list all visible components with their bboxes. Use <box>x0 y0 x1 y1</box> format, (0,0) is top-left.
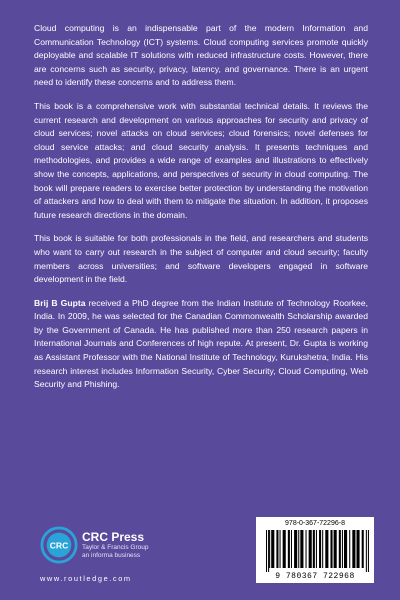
barcode-bar <box>339 530 341 568</box>
barcode-bar <box>325 530 328 568</box>
barcode-bar <box>268 530 269 572</box>
barcode-bar <box>316 530 317 568</box>
barcode-bar <box>291 530 292 568</box>
barcode-digits: 9 780367 722968 <box>275 572 355 581</box>
barcode-bar <box>313 530 315 568</box>
barcode-bars <box>266 530 370 572</box>
barcode-bar <box>283 530 286 568</box>
publisher-business: an informa business <box>82 552 141 559</box>
author-bio <box>34 297 368 392</box>
barcode-bar <box>294 530 297 568</box>
barcode-bar <box>276 530 278 568</box>
paragraph-book-overview: This book is a comprehensive work with substantial technical details. It reviews the current research and development on various approaches for security and privacy of cloud services; novel attacks on cloud services; cloud forensics; novel defenses for cloud service attacks; and cloud security analysis. It presents techniques and methodologies, and provides a wide range of examples and illustrations to effectively show the concepts, applications, and perspectives of security in cloud computing. The book will prepare readers to exercise better protection by understanding the motivation of attackers and how to deal with them to mitigate the situation. In addition, it proposes future research directions in the domain. <box>34 100 368 220</box>
barcode-bar <box>366 530 367 572</box>
publisher-name: CRC Press <box>82 530 145 544</box>
isbn-number: 978-0-367-72296-8 <box>285 520 345 527</box>
barcode-bar <box>271 530 274 568</box>
barcode-bar <box>344 530 347 568</box>
publisher-block <box>40 522 240 592</box>
barcode-bar <box>319 530 321 568</box>
crc-logo-text: CRC <box>49 540 69 551</box>
author-bio-text: received a PhD degree from the Indian Institute of Technology Roorkee, India. In 2009, he was selected for the Canadian Commonwealth Scholarship awarded by the Government of Canada. He has published more than 250 research papers in International Journals and Conferences of high repute. At present, Dr. Gupta is working as Assistant Professor with the National Institute of Technology, Kurukshetra, India. His research interest includes Information Security, Cyber Security, Cloud Computing, Web Security and Phishing. <box>34 297 368 390</box>
barcode-bar <box>368 530 369 572</box>
paragraph-intro: Cloud computing is an indispensable part of the modern Information and Communication Technology (ICT) systems. Cloud computing services promote quickly deployable and scalable IT solutions with reduced infrastructure costs. However, there are concerns such as security, privacy, latency, and governance. There is an urgent need to identify these concerns and to address them. <box>34 23 368 88</box>
barcode-bar <box>309 530 312 568</box>
isbn-barcode <box>256 517 374 583</box>
publisher-group: Taylor & Francis Group <box>82 544 149 551</box>
barcode-bar <box>306 530 307 568</box>
crc-logo-icon <box>40 526 78 564</box>
author-name: Brij B Gupta <box>34 297 86 308</box>
barcode-bar <box>342 530 343 568</box>
barcode-bar <box>300 530 303 568</box>
paragraph-audience: This book is suitable for both professionals in the field, and researchers and students who want to carry out research in the subject of computer and cloud security; faculty members across universities; and software developers engaged in software development in the field. <box>34 233 368 285</box>
publisher-website: www.routledge.com <box>40 574 132 583</box>
barcode-bar <box>298 530 299 568</box>
barcode-bar <box>349 530 350 568</box>
barcode-bar <box>334 530 337 568</box>
barcode-bar <box>330 530 332 568</box>
barcode-bar <box>280 530 281 568</box>
barcode-bar <box>288 530 290 568</box>
publisher-name-block <box>82 530 148 560</box>
barcode-bar <box>356 530 359 568</box>
barcode-bar <box>269 530 270 568</box>
barcode-bar <box>362 530 364 568</box>
barcode-bar <box>322 530 323 568</box>
barcode-bar <box>352 530 355 568</box>
barcode-bar <box>266 530 267 572</box>
back-cover-text <box>34 22 368 402</box>
